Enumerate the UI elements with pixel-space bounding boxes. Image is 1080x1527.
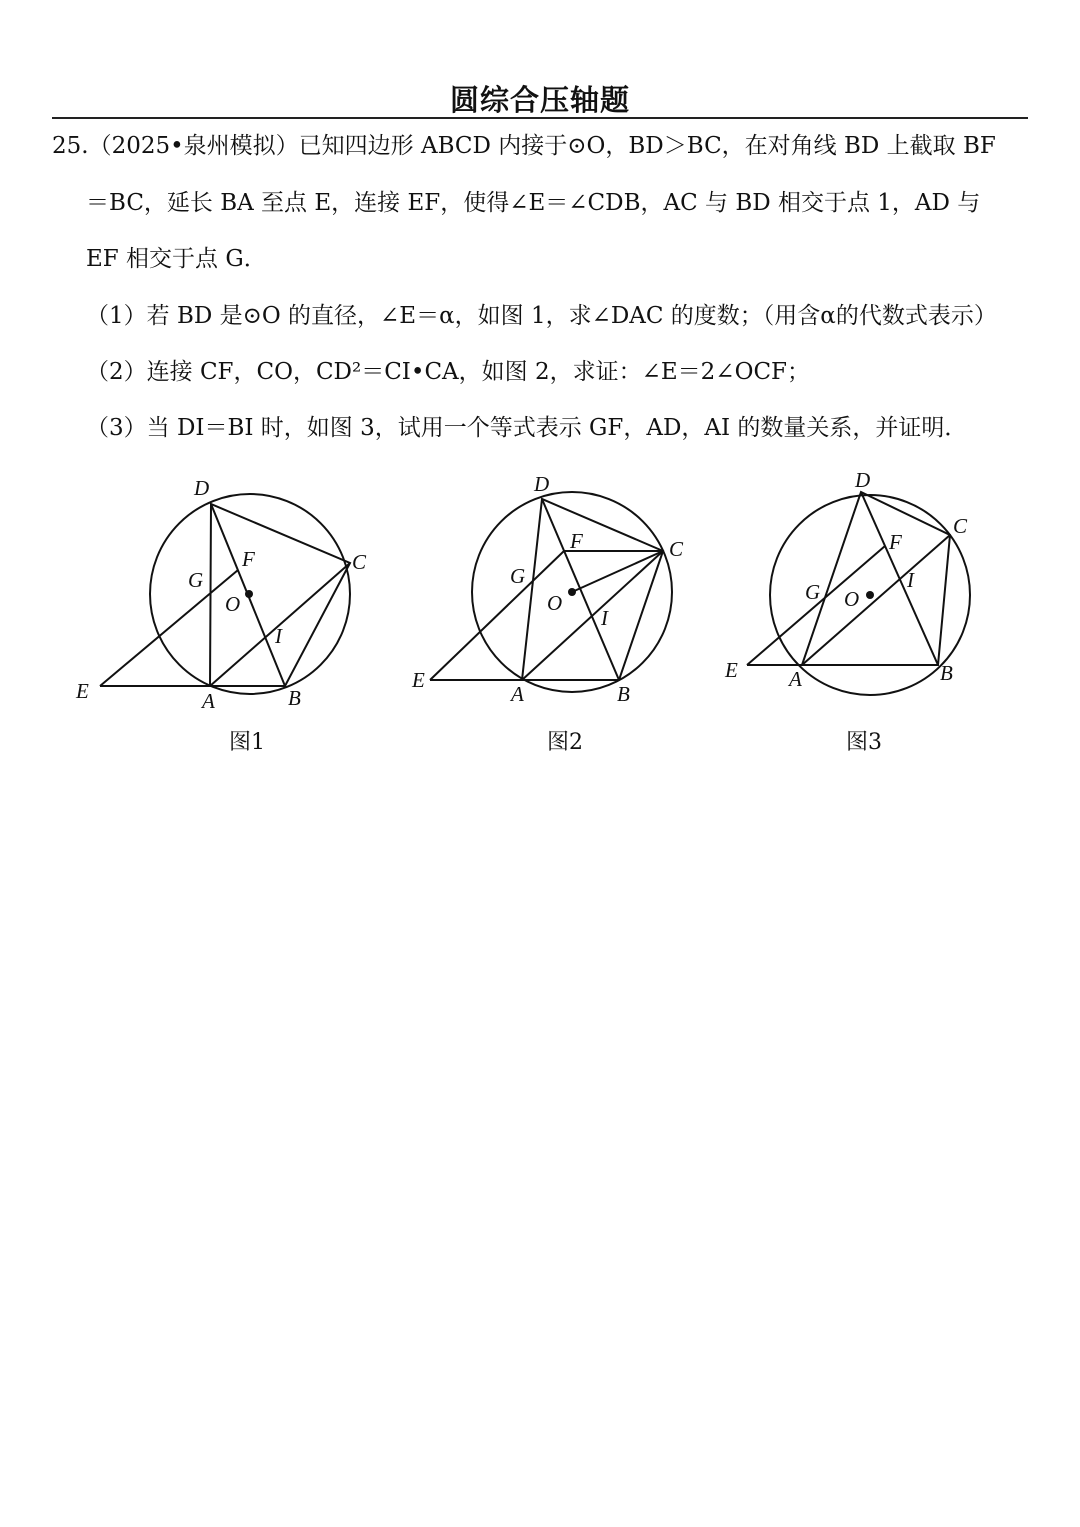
problem-line-1: 25.（2025•泉州模拟）已知四边形 ABCD 内接于⊙O，BD＞BC，在对角线 BD 上截取 BF xyxy=(52,133,996,159)
label-i: I xyxy=(907,568,914,592)
figure-3-caption: 图3 xyxy=(846,730,882,755)
label-f: F xyxy=(570,529,583,553)
problem-part-3: （3）当 DI＝BI 时，如图 3，试用一个等式表示 GF，AD，AI 的数量关系，并证明． xyxy=(86,415,968,441)
label-i: I xyxy=(275,624,282,648)
label-o: O xyxy=(225,592,241,616)
label-b: B xyxy=(288,686,301,710)
quad-edges xyxy=(430,499,663,680)
center-dot xyxy=(568,588,576,596)
label-f: F xyxy=(889,530,902,554)
label-c: C xyxy=(352,550,367,574)
segment-co xyxy=(572,551,663,592)
problem-line-2: ＝BC，延长 BA 至点 E，连接 EF，使得∠E＝∠CDB，AC 与 BD 相交于点 1，AD 与 xyxy=(86,190,981,216)
label-c: C xyxy=(953,514,968,538)
center-dot xyxy=(245,590,253,598)
label-d: D xyxy=(855,468,871,492)
label-i: I xyxy=(601,606,608,630)
label-b: B xyxy=(940,661,953,685)
problem-part-1: （1）若 BD 是⊙O 的直径，∠E＝α，如图 1，求∠DAC 的度数；（用含α的代数式表示） xyxy=(86,303,997,329)
figure-1-diagram xyxy=(70,468,380,718)
label-f: F xyxy=(242,547,255,571)
label-g: G xyxy=(188,568,204,592)
figure-1-caption: 图1 xyxy=(229,730,265,755)
label-a: A xyxy=(511,682,524,706)
center-dot xyxy=(866,591,874,599)
figure-3-diagram xyxy=(715,468,1015,718)
figure-2-diagram xyxy=(405,468,705,718)
problem-line-3: EF 相交于点 G． xyxy=(86,246,267,272)
figure-3 xyxy=(715,468,1015,718)
label-o: O xyxy=(547,591,563,615)
page-title: 圆综合压轴题 xyxy=(449,83,630,117)
problem-part-2: （2）连接 CF，CO，CD²＝CI•CA，如图 2，求证：∠E＝2∠OCF； xyxy=(86,359,810,385)
figure-2 xyxy=(405,468,705,718)
label-e: E xyxy=(76,679,89,703)
label-c: C xyxy=(669,537,684,561)
label-g: G xyxy=(510,564,526,588)
segment-ef xyxy=(100,570,241,686)
segment-ef xyxy=(747,546,885,665)
label-e: E xyxy=(412,668,425,692)
figure-1 xyxy=(70,468,380,718)
title-divider xyxy=(52,117,1028,119)
label-g: G xyxy=(805,580,821,604)
label-a: A xyxy=(202,689,215,713)
label-b: B xyxy=(617,682,630,706)
label-d: D xyxy=(534,472,550,496)
label-a: A xyxy=(789,667,802,691)
label-d: D xyxy=(194,476,210,500)
figure-2-caption: 图2 xyxy=(547,730,583,755)
label-e: E xyxy=(725,658,738,682)
label-o: O xyxy=(844,587,860,611)
